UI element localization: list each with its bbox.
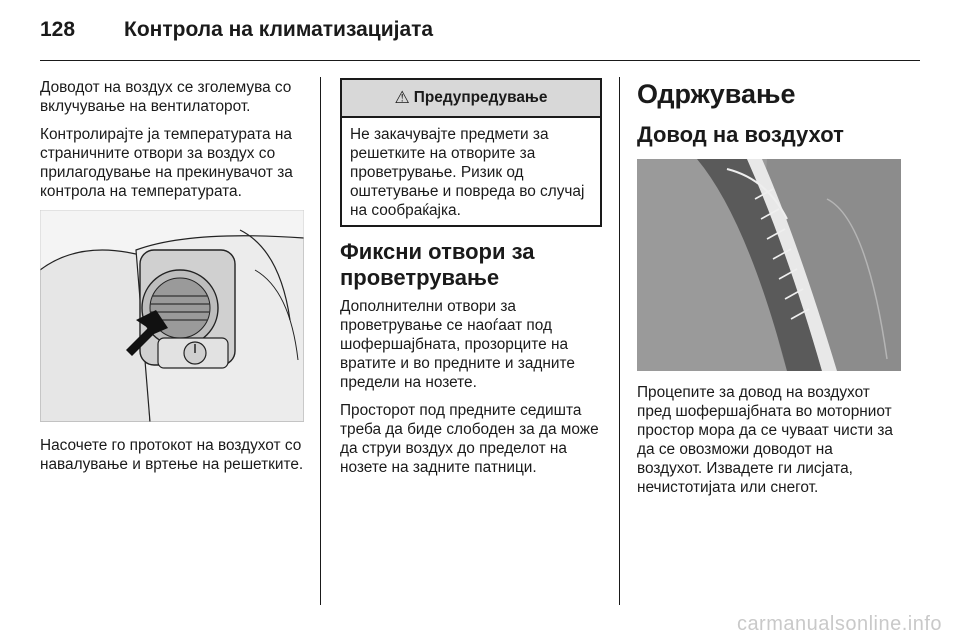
section-heading-fixed-vents: Фиксни отвори за проветрување [340, 239, 535, 290]
air-intake-illustration [637, 159, 901, 371]
paragraph-under-seats: Просторот под предните седишта треба да биде слободен за да може да струи воздух до пределот на нозете на задните патници. [340, 402, 599, 476]
warning-text: Не закачувајте предмети за решетките на отворите за проветрување. Ризик од оштетување и повреда во случај на сообраќајка. [350, 126, 585, 219]
column-divider-2 [619, 77, 620, 605]
column-divider-1 [320, 77, 321, 605]
warning-box [340, 78, 602, 227]
column-3 [637, 78, 901, 506]
page-header [40, 18, 920, 58]
air-vent-illustration [40, 210, 304, 422]
warning-title: Предупредување [413, 89, 548, 106]
warning-header [342, 80, 600, 118]
paragraph-air-intake: Процепите за довод на воздухот пред шофершајбната во моторниот простор мора да се чуваат чисти за да се овозможи доводот на воздухот. Извадете ги лисјата, нечистотијата или снегот. [637, 384, 893, 496]
paragraph-additional-vents: Дополнителни отвори за проветрување се наоѓаат под шофершајбната, прозорците на вратите и во предните и задните предели на нозете. [340, 298, 575, 391]
paragraph-temperature-control: Контролирајте ја температурата на страничните отвори за воздух со прилагодување на прекинувачот за контрола на температурата. [40, 126, 293, 200]
warning-body [342, 118, 600, 225]
warning-triangle-icon: ⚠ [394, 88, 410, 107]
paragraph-fan-airflow: Доводот на воздух се зголемува со вклучување на вентилаторот. [40, 79, 292, 115]
air-vent-drawing [40, 210, 304, 422]
column-2 [340, 78, 602, 486]
page-number: 128 [40, 18, 76, 41]
watermark: carmanualsonline.info [736, 613, 942, 635]
column-1 [40, 78, 304, 483]
air-intake-drawing [637, 159, 901, 371]
figure-caption: Насочете го протокот на воздухот со навалување и вртење на решетките. [40, 437, 304, 473]
header-divider [40, 60, 920, 61]
section-heading-maintenance: Одржување [637, 79, 796, 109]
page-title: Контрола на климатизацијата [124, 18, 434, 41]
subheading-air-intake: Довод на воздухот [637, 122, 844, 147]
